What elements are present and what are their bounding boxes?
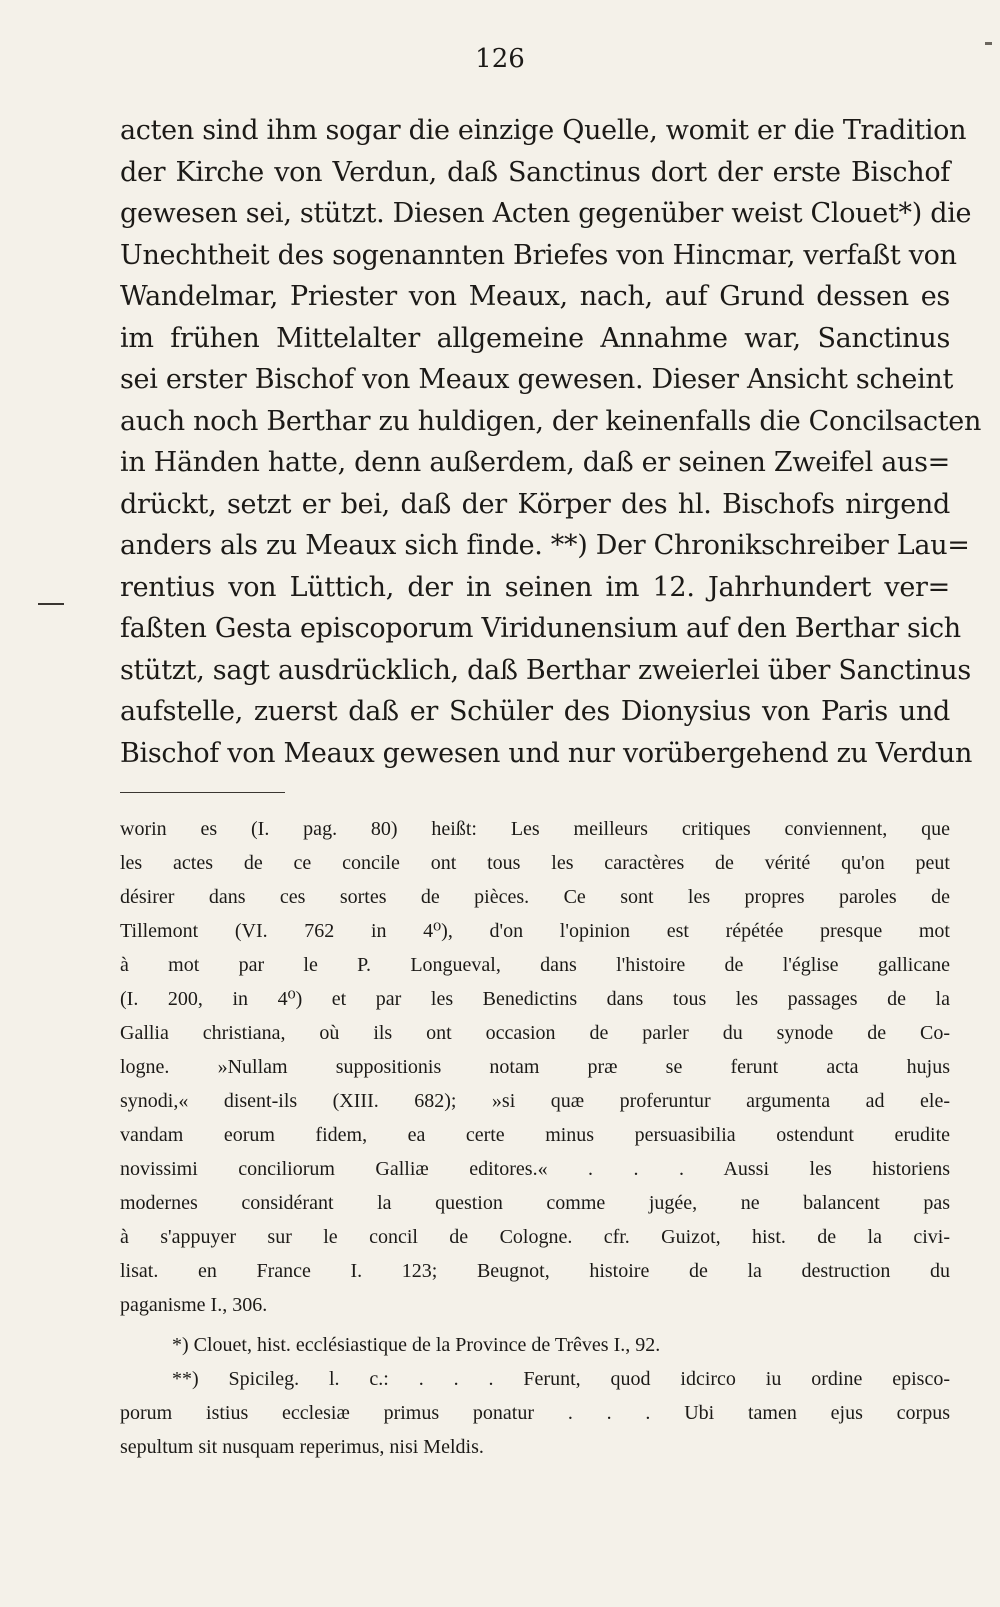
footnote-line: vandam eorum fidem, ea certe minus persuasibilia ostendunt erudite: [120, 1124, 950, 1146]
footnote-line: lisat. en France I. 123; Beugnot, histoire de la destruction du: [120, 1260, 950, 1282]
text-line: acten sind ihm sogar die einzige Quelle, womit er die Tradition: [120, 115, 967, 146]
footnote-line: logne. »Nullam suppositionis notam præ se ferunt acta hujus: [120, 1056, 950, 1078]
footnote-line: synodi,« disent-ils (XIII. 682); »si quæ proferuntur argumenta ad ele-: [120, 1090, 950, 1112]
text-line: sei erster Bischof von Meaux gewesen. Dieser Ansicht scheint: [120, 364, 954, 395]
main-text: [120, 110, 982, 774]
footnote-line: Gallia christiana, où ils ont occasion de parler du synode de Co-: [120, 1022, 950, 1044]
footnote-line: désirer dans ces sortes de pièces. Ce sont les propres paroles de: [120, 886, 950, 908]
text-line: aufstelle, zuerst daß er Schüler des Dionysius von Paris und: [120, 696, 950, 727]
text-line: rentius von Lüttich, der in seinen im 12. Jahrhundert ver=: [120, 571, 950, 603]
footnote-line: novissimi conciliorum Galliæ editores.« . . . Aussi les historiens: [120, 1158, 950, 1180]
footnote-line: Tillemont (VI. 762 in 4⁰), d'on l'opinion est répétée presque mot: [120, 920, 950, 942]
text-line: anders als zu Meaux sich finde. **) Der Chronikschreiber Lau=: [120, 530, 970, 561]
text-line: faßten Gesta episcoporum Viridunensium auf den Berthar sich: [120, 613, 961, 644]
footnotes: [120, 812, 950, 1464]
text-line: Unechtheit des sogenannten Briefes von Hincmar, verfaßt von: [120, 239, 957, 271]
footnote-rule: [120, 792, 285, 793]
footnote-spicileg: sepultum sit nusquam reperimus, nisi Meldis.: [120, 1436, 484, 1458]
text-line: Bischof von Meaux gewesen und nur vorübergehend zu Verdun: [120, 737, 973, 769]
text-line: in Händen hatte, denn außerdem, daß er seinen Zweifel aus=: [120, 447, 950, 478]
text-line: im frühen Mittelalter allgemeine Annahme war, Sanctinus: [120, 322, 950, 354]
footnote-line: worin es (I. pag. 80) heißt: Les meilleurs critiques conviennent, que: [120, 818, 950, 840]
footnote-spicileg: porum istius ecclesiæ primus ponatur . . . Ubi tamen ejus corpus: [120, 1402, 950, 1424]
footnote-line: les actes de ce concile ont tous les caractères de vérité qu'on peut: [120, 852, 950, 874]
text-line: stützt, sagt ausdrücklich, daß Berthar zweierlei über Sanctinus: [120, 654, 971, 686]
text-line: der Kirche von Verdun, daß Sanctinus dort der erste Bischof: [120, 156, 950, 188]
text-line: drückt, setzt er bei, daß der Körper des hl. Bischofs nirgend: [120, 488, 950, 520]
margin-mark: [38, 603, 64, 605]
footnote-line: paganisme I., 306.: [120, 1294, 268, 1316]
footnote-clouet: *) Clouet, hist. ecclésiastique de la Province de Trêves I., 92.: [172, 1334, 661, 1356]
footnote-line: à mot par le P. Longueval, dans l'histoire de l'église gallicane: [120, 954, 950, 976]
footnote-line: (I. 200, in 4⁰) et par les Benedictins dans tous les passages de la: [120, 988, 950, 1010]
text-line: auch noch Berthar zu huldigen, der keinenfalls die Concilsacten: [120, 405, 982, 437]
footnote-spicileg: **) Spicileg. l. c.: . . . Ferunt, quod idcirco iu ordine episco-: [172, 1368, 950, 1390]
footnote-line: modernes considérant la question comme jugée, ne balancent pas: [120, 1192, 950, 1214]
text-line: gewesen sei, stützt. Diesen Acten gegenüber weist Clouet*) die: [120, 198, 972, 229]
page-number: 126: [475, 44, 525, 74]
text-line: Wandelmar, Priester von Meaux, nach, auf Grund dessen es: [120, 281, 950, 312]
footnote-line: à s'appuyer sur le concil de Cologne. cfr. Guizot, hist. de la civi-: [120, 1226, 950, 1248]
